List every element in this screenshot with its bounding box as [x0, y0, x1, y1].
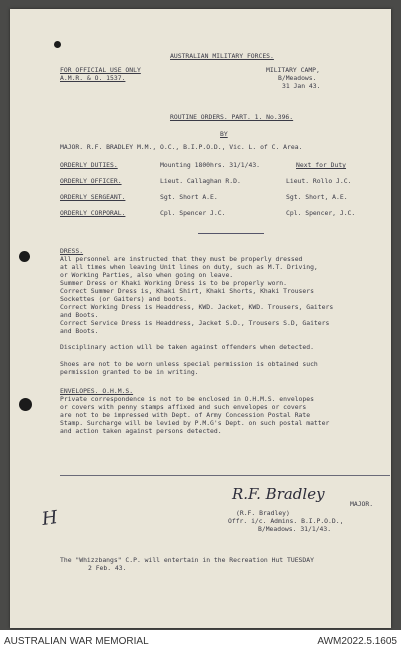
dress-line: Sockettes (or Gaiters) and boots. — [60, 295, 187, 303]
duty-next-heading: Next for Duty — [296, 161, 347, 169]
disciplinary-note: Disciplinary action will be taken against offenders when detected. — [60, 343, 314, 351]
footer-accession: AWM2022.5.1605 — [317, 636, 397, 647]
force-heading: AUSTRALIAN MILITARY FORCES. — [170, 52, 274, 60]
orders-title: ROUTINE ORDERS. PART. 1. No.396. — [170, 113, 294, 121]
punch-hole-lower — [19, 398, 32, 411]
signature-place-date: B/Meadows. 31/1/43. — [258, 525, 332, 533]
envelopes-line: or covers with penny stamps affixed and such envelopes or covers — [60, 403, 307, 411]
dress-line: Correct Summer Dress is, Khaki Shirt, Khaki Shorts, Khaki Trousers — [60, 287, 314, 295]
by-line: MAJOR. R.F. BRADLEY M.M., O.C., B.I.P.O.D., Vic. L. of C. Area. — [60, 143, 303, 151]
document-page — [10, 9, 391, 628]
envelopes-heading: ENVELOPES. O.H.M.S. — [60, 387, 134, 395]
reference-number: A.M.R. & O. 1537. — [60, 74, 126, 82]
margin-initials: H — [40, 507, 60, 530]
dress-line: All personnel are instructed that they must be properly dressed — [60, 255, 303, 263]
envelopes-line: and action taken against persons detected. — [60, 427, 222, 435]
shoes-line: permission granted to be in writing. — [60, 368, 199, 376]
dress-line: and Boots. — [60, 311, 99, 319]
envelopes-line: Stamp. Surcharge will be levied by P.M.G's Dept. on such postal matter — [60, 419, 330, 427]
dress-line: Correct Working Dress is Headdress, KWD. Jacket, KWD. Trousers, Gaiters — [60, 303, 334, 311]
official-use-label: FOR OFFICIAL USE ONLY — [60, 66, 141, 74]
duty-current: Cpl. Spencer J.C. — [160, 209, 226, 217]
envelopes-line: Private correspondence is not to be enclosed in O.H.M.S. envelopes — [60, 395, 314, 403]
notice-line: The "Whizzbangs" C.P. will entertain in the Recreation Hut TUESDAY — [60, 556, 314, 564]
by-label: BY — [220, 130, 228, 138]
punch-hole-middle — [19, 251, 30, 262]
duty-role: ORDERLY DUTIES. — [60, 161, 118, 169]
duty-role: ORDERLY CORPORAL. — [60, 209, 126, 217]
archive-footer — [0, 630, 401, 653]
duty-current: Sgt. Short A.E. — [160, 193, 218, 201]
punch-hole-top — [54, 41, 61, 48]
dress-line: Correct Service Dress is Headdress, Jacket S.D., Trousers S.D, Gaiters — [60, 319, 330, 327]
shoes-line: Shoes are not to be worn unless special permission is obtained such — [60, 360, 318, 368]
duty-next: Lieut. Rollo J.C. — [286, 177, 352, 185]
header-date: 31 Jan 43. — [282, 82, 321, 90]
camp-label: MILITARY CAMP, — [266, 66, 320, 74]
footer-institution: AUSTRALIAN WAR MEMORIAL — [4, 636, 149, 647]
envelopes-line: are not to be impressed with Dept. of Army Concession Postal Rate — [60, 411, 311, 419]
duty-next: Sgt. Short, A.E. — [286, 193, 348, 201]
section-divider — [198, 233, 264, 234]
duty-current: Mounting 1800hrs. 31/1/43. — [160, 161, 261, 169]
signature-rank: MAJOR. — [350, 500, 374, 508]
dress-heading: DRESS. — [60, 247, 84, 255]
handwritten-signature: R.F. Bradley — [232, 485, 325, 503]
duty-role: ORDERLY SERGEANT. — [60, 193, 126, 201]
duty-role: ORDERLY OFFICER. — [60, 177, 122, 185]
notice-line: 2 Feb. 43. — [88, 564, 127, 572]
dress-line: Summer Dress or Khaki Working Dress is to be properly worn. — [60, 279, 288, 287]
dress-line: at all times when leaving Unit lines on duty, such as M.T. Driving, — [60, 263, 318, 271]
duty-next: Cpl. Spencer, J.C. — [286, 209, 356, 217]
signature-name: (R.F. Bradley) — [236, 509, 290, 517]
signature-rule — [60, 475, 390, 476]
signature-office: Offr. i/c. Admins. B.I.P.O.D., — [228, 517, 344, 525]
dress-line: or Working Parties, also when going on leave. — [60, 271, 234, 279]
duty-current: Lieut. Callaghan R.D. — [160, 177, 241, 185]
dress-line: and Boots. — [60, 327, 99, 335]
camp-location: B/Meadows. — [278, 74, 317, 82]
